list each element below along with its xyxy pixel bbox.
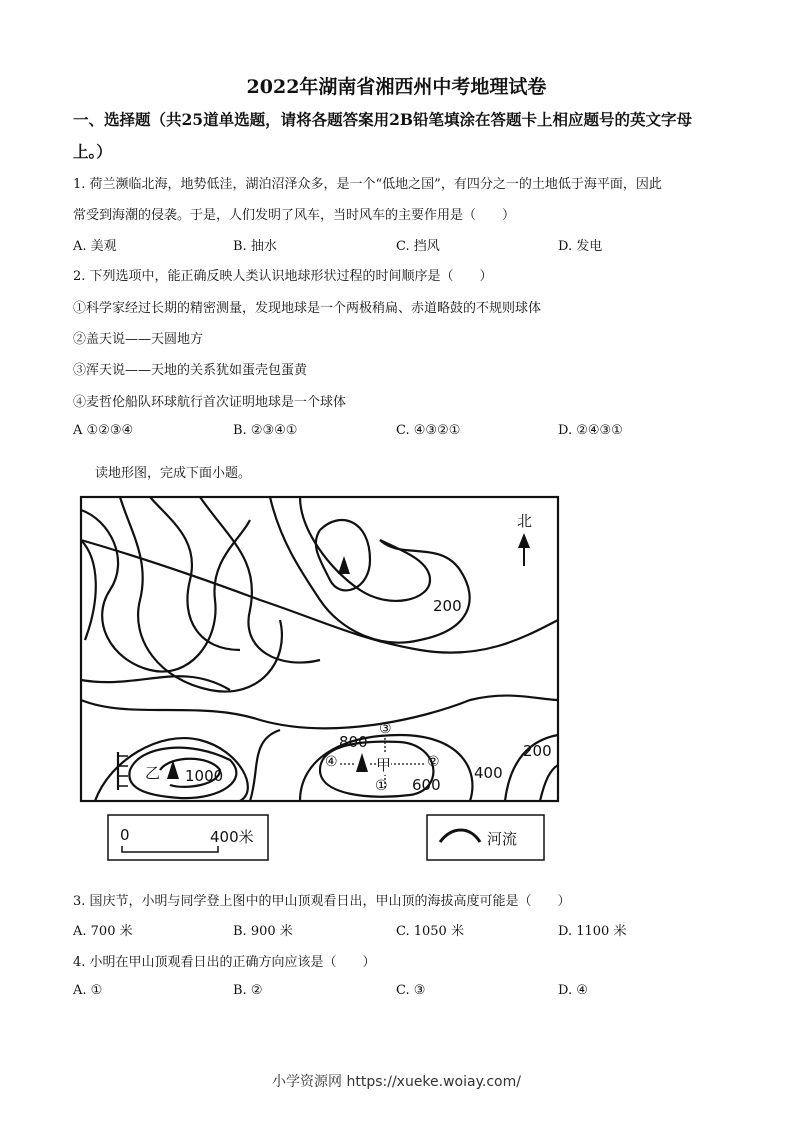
contour-label: 200 bbox=[433, 597, 462, 615]
section-heading-cont: 上。） bbox=[73, 142, 112, 161]
contour-line bbox=[150, 497, 240, 650]
q4-option-c: C. ③ bbox=[396, 983, 426, 998]
contour-label: 800 bbox=[339, 733, 368, 751]
q3-option-a: A. 700 米 bbox=[73, 924, 133, 939]
q3-option-b: B. 900 米 bbox=[233, 924, 293, 939]
contour-line bbox=[120, 497, 282, 692]
point-1: ① bbox=[375, 778, 388, 794]
scale-bar bbox=[122, 846, 218, 852]
peak-jia-label: 甲 bbox=[376, 756, 392, 774]
q2-item: ①科学家经过长期的精密测量，发现地球是一个两极稍扁、赤道略鼓的不规则球体 bbox=[73, 301, 542, 316]
q2-option-b: B. ②③④① bbox=[233, 423, 298, 438]
contour-line bbox=[200, 497, 320, 663]
q2-item: ④麦哲伦船队环球航行首次证明地球是一个球体 bbox=[73, 395, 347, 410]
q4-option-b: B. ② bbox=[233, 983, 263, 998]
contour-line bbox=[540, 765, 558, 801]
q1-stem: 1. 荷兰濒临北海，地势低洼，湖泊沼泽众多，是一个“低地之国”，有四分之一的土地低于海平面，因此 bbox=[73, 177, 662, 192]
north-label: 北 bbox=[517, 512, 533, 530]
q4-option-d: D. ④ bbox=[558, 983, 588, 998]
scale-length: 400米 bbox=[210, 828, 254, 846]
q2-option-d: D. ②④③① bbox=[558, 423, 623, 438]
section-heading: 一、选择题（共25道单选题，请将各题答案用2B铅笔填涂在答题卡上相应题号的英文字母 bbox=[73, 110, 692, 129]
river-legend-symbol bbox=[440, 830, 480, 842]
legend-river-label: 河流 bbox=[487, 830, 518, 848]
contour-line bbox=[81, 540, 96, 640]
contour-label: 400 bbox=[474, 764, 503, 782]
contour-label: 1000 bbox=[185, 767, 224, 785]
footer-watermark[interactable]: 小学资源网 https://xueke.woiay.com/ bbox=[272, 1074, 521, 1090]
q2-stem: 2. 下列选项中，能正确反映人类认识地球形状过程的时间顺序是（ ） bbox=[73, 269, 493, 284]
q3-option-d: D. 1100 米 bbox=[558, 924, 627, 939]
point-2: ② bbox=[427, 754, 440, 770]
contour-label: 200 bbox=[523, 742, 552, 760]
q3-option-c: C. 1050 米 bbox=[396, 924, 464, 939]
q3-stem: 3. 国庆节，小明与同学登上图中的甲山顶观看日出，甲山顶的海拔高度可能是（ ） bbox=[73, 894, 571, 909]
contour-label: 600 bbox=[412, 776, 441, 794]
point-3: ③ bbox=[379, 721, 392, 737]
q4-stem: 4. 小明在甲山顶观看日出的正确方向应该是（ ） bbox=[73, 955, 376, 970]
scale-zero: 0 bbox=[120, 826, 130, 844]
q2-item: ③浑天说——天地的关系犹如蛋壳包蛋黄 bbox=[73, 363, 308, 378]
contour-line bbox=[250, 730, 280, 801]
contour-line bbox=[300, 497, 430, 601]
q1-option-c: C. 挡风 bbox=[396, 239, 440, 254]
peak-icon bbox=[356, 753, 368, 772]
q2-option-a: A ①②③④ bbox=[73, 423, 134, 438]
north-arrow-icon bbox=[518, 533, 530, 548]
q1-option-d: D. 发电 bbox=[558, 239, 603, 254]
q2-option-c: C. ④③②① bbox=[396, 423, 461, 438]
map-intro: 读地形图，完成下面小题。 bbox=[95, 466, 252, 481]
q4-option-a: A. ① bbox=[73, 983, 103, 998]
peak-yi-label: 乙 bbox=[145, 764, 161, 782]
point-4: ④ bbox=[325, 754, 338, 770]
q1-option-a: A. 美观 bbox=[73, 239, 117, 254]
peak-icon bbox=[338, 556, 350, 574]
contour-line bbox=[81, 696, 558, 729]
page-title: 2022年湖南省湘西州中考地理试卷 bbox=[246, 76, 547, 98]
q1-stem-cont: 常受到海潮的侵袭。于是，人们发明了风车，当时风车的主要作用是（ ） bbox=[73, 208, 516, 223]
q2-item: ②盖天说——天圆地方 bbox=[73, 332, 204, 347]
q1-option-b: B. 抽水 bbox=[233, 239, 277, 254]
contour-line bbox=[81, 676, 230, 690]
